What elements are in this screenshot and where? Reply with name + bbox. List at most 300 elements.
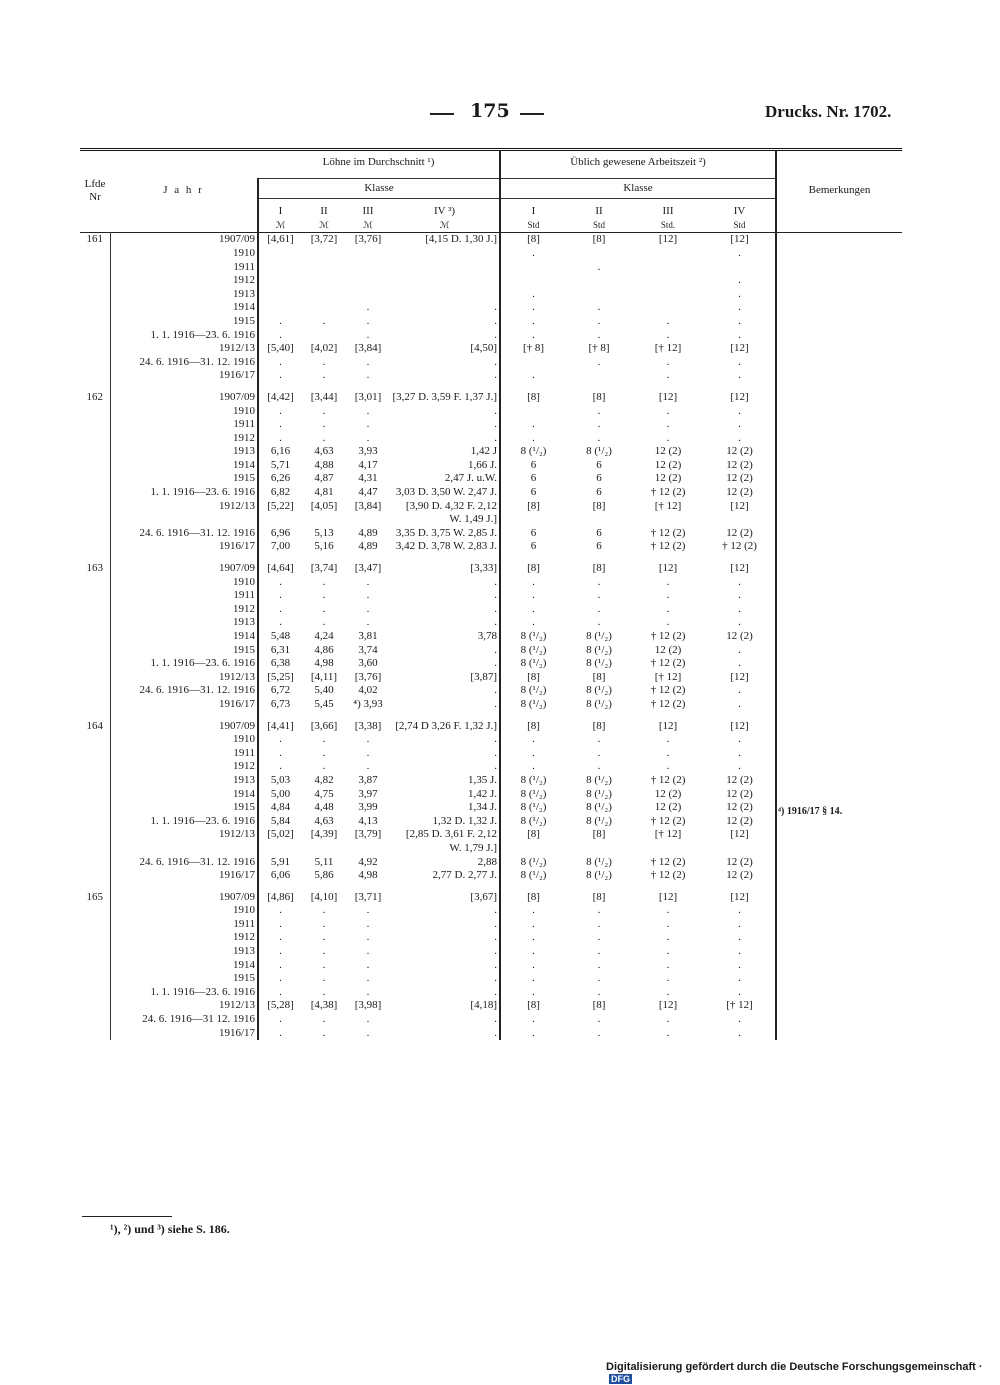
cell-nr: 163 xyxy=(86,562,103,575)
cell-l1: 5,84 xyxy=(258,815,302,829)
table-row xyxy=(80,576,902,590)
cell-a3: . xyxy=(666,958,670,971)
cell-a3: . xyxy=(666,985,670,998)
cell-bemerkungen xyxy=(776,405,902,419)
cell-a4: . xyxy=(738,355,741,368)
cell-a2: 8 (¹/₂) xyxy=(586,814,612,827)
cell-jahr: 1915 xyxy=(110,644,258,658)
cell-nr: 164 xyxy=(86,719,103,732)
cell-jahr: 24. 6. 1916—31. 12. 1916 xyxy=(110,356,258,370)
cell-a4: . xyxy=(738,643,741,656)
cell-a1 xyxy=(500,405,566,419)
cell-l3: 4,92 xyxy=(358,855,378,868)
table-row xyxy=(80,999,902,1013)
cell-a2: 6 xyxy=(596,540,602,553)
cell-a1 xyxy=(500,356,566,370)
cell-bemerkungen xyxy=(776,1013,902,1027)
cell-nr xyxy=(80,657,110,671)
cell-l3: 4,89 xyxy=(358,526,378,539)
cell-a2: 8 (¹/₂) xyxy=(586,643,612,656)
cell-jahr: 24. 6. 1916—31 12. 1916 xyxy=(110,1013,258,1027)
cell-a1: [8] xyxy=(500,671,566,685)
cell-a4: [12] xyxy=(730,828,749,841)
cell-jahr: 1912 xyxy=(110,603,258,617)
cell-nr xyxy=(80,801,110,815)
cell-a2: [8] xyxy=(592,999,606,1012)
cell-l4: . xyxy=(494,697,497,710)
cell-jahr: 1907/09 xyxy=(110,554,258,576)
cell-jahr: 1916/17 xyxy=(110,869,258,883)
cell-bemerkungen xyxy=(776,603,902,617)
cell-a3: † 12 (2) xyxy=(650,657,686,670)
cell-jahr: 1912/13 xyxy=(110,500,258,527)
table-row xyxy=(80,657,902,671)
cell-l2: 5,16 xyxy=(314,540,334,553)
table-row xyxy=(80,945,902,959)
cell-nr xyxy=(80,774,110,788)
klasse-label-1: Klasse xyxy=(258,178,500,199)
cell-a3: [12] xyxy=(658,999,678,1012)
cell-l2: [3,44] xyxy=(310,390,338,403)
cell-l4: 1,35 J. xyxy=(467,773,497,786)
cell-a3: 12 (2) xyxy=(654,458,682,471)
cell-l3: . xyxy=(366,589,370,602)
cell-l1: . xyxy=(258,356,302,370)
cell-l4: . xyxy=(494,301,497,314)
cell-a2: [8] xyxy=(592,233,606,246)
cell-l1: . xyxy=(258,432,302,446)
cell-a2: 8 (¹/₂) xyxy=(586,773,612,786)
cell-l3: 3,99 xyxy=(358,801,378,814)
cell-l1: 6,38 xyxy=(258,657,302,671)
cell-nr xyxy=(80,527,110,541)
cell-l2: 5,13 xyxy=(314,526,334,539)
cell-l3: . xyxy=(366,314,370,327)
cell-l4: . xyxy=(494,904,497,917)
cell-jahr: 1907/09 xyxy=(110,712,258,734)
table-row xyxy=(80,972,902,986)
cell-l1: . xyxy=(258,760,302,774)
cell-l4: . xyxy=(494,418,497,431)
cell-l1: . xyxy=(258,945,302,959)
cell-jahr: 1910 xyxy=(110,733,258,747)
cell-a4: . xyxy=(738,1013,741,1026)
cell-nr xyxy=(80,472,110,486)
az-class-III: III Std. xyxy=(632,199,704,233)
cell-l2: . xyxy=(322,575,326,588)
cell-l3: . xyxy=(366,575,370,588)
cell-a4: [12] xyxy=(730,233,749,246)
cell-jahr: 1. 1. 1916—23. 6. 1916 xyxy=(110,329,258,343)
cell-jahr: 1. 1. 1916—23. 6. 1916 xyxy=(110,986,258,1000)
cell-l3: . xyxy=(366,616,370,629)
class-III: III ℳ xyxy=(346,199,390,233)
cell-l2: 4,86 xyxy=(314,643,334,656)
cell-jahr: 1914 xyxy=(110,959,258,973)
cell-a4: [12] xyxy=(730,342,749,355)
cell-l3: . xyxy=(366,355,370,368)
table-row xyxy=(80,603,902,617)
class-IV: IV ³) ℳ xyxy=(390,199,500,233)
cell-l4: . xyxy=(494,616,497,629)
cell-l3: . xyxy=(366,1013,370,1026)
table-row xyxy=(80,418,902,432)
cell-a4: . xyxy=(738,589,741,602)
cell-a3 xyxy=(632,301,704,315)
cell-l4 xyxy=(390,274,500,288)
cell-bemerkungen xyxy=(776,883,902,905)
cell-nr xyxy=(80,342,110,356)
cell-a3: . xyxy=(666,369,670,382)
cell-jahr: 1912 xyxy=(110,931,258,945)
cell-l3: 3,81 xyxy=(358,630,378,642)
cell-l4: . xyxy=(494,328,497,341)
cell-l1: [4,61] xyxy=(258,233,302,247)
cell-a2: . xyxy=(597,917,601,930)
col-header-jahr: J a h r xyxy=(163,184,204,197)
cell-a1: 8 (¹/₂) xyxy=(500,815,566,829)
cell-l2: . xyxy=(322,746,326,759)
cell-l2: 4,48 xyxy=(314,801,334,814)
cell-l1: . xyxy=(258,747,302,761)
table-row xyxy=(80,527,902,541)
cell-a2: [8] xyxy=(592,828,606,841)
cell-l1 xyxy=(258,274,302,288)
cell-l4: . xyxy=(494,1013,497,1026)
cell-l1: . xyxy=(258,733,302,747)
cell-a4: . xyxy=(738,945,741,958)
cell-nr xyxy=(80,589,110,603)
cell-l4: . xyxy=(494,657,497,670)
cell-l2: [3,74] xyxy=(310,562,338,575)
cell-a4: . xyxy=(738,697,741,710)
table-row xyxy=(80,329,902,343)
cell-a4: . xyxy=(738,931,741,944)
cell-l2: [4,10] xyxy=(310,890,338,903)
cell-a4: . xyxy=(738,917,741,930)
cell-l1: 6,16 xyxy=(258,445,302,459)
cell-nr xyxy=(80,616,110,630)
cell-a2: [8] xyxy=(592,390,606,403)
table-row xyxy=(80,747,902,761)
cell-l4: 2,77 D. 2,77 J. xyxy=(432,869,497,882)
cell-a2: 6 xyxy=(596,472,602,485)
cell-l2: [3,66] xyxy=(310,719,338,732)
cell-l2: . xyxy=(322,904,326,917)
cell-bemerkungen xyxy=(776,459,902,473)
cell-a4: 12 (2) xyxy=(726,526,753,539)
cell-jahr: 1915 xyxy=(110,801,258,815)
cell-a3: . xyxy=(666,431,670,444)
cell-a1: 6 xyxy=(500,486,566,500)
cell-a4: . xyxy=(738,746,741,759)
cell-a1: 6 xyxy=(500,459,566,473)
cell-a4: 12 (2) xyxy=(726,445,753,458)
cell-nr xyxy=(80,760,110,774)
cell-nr xyxy=(80,261,110,275)
cell-l4: [3,87] xyxy=(470,670,497,683)
cell-a2: . xyxy=(597,1013,601,1026)
cell-l2: [4,05] xyxy=(310,499,338,512)
cell-a1: [8] xyxy=(500,554,566,576)
cell-l4: . xyxy=(494,1026,497,1039)
cell-a2: 8 (¹/₂) xyxy=(586,630,612,642)
cell-jahr: 1916/17 xyxy=(110,369,258,383)
credit-text: Digitalisierung gefördert durch die Deutsche Forschungsgemeinschaft · xyxy=(606,1361,983,1373)
cell-nr xyxy=(80,999,110,1013)
cell-a4: . xyxy=(738,314,741,327)
cell-a4: . xyxy=(738,733,741,746)
table-row xyxy=(80,274,902,288)
cell-l4: . xyxy=(494,369,497,382)
cell-nr xyxy=(80,904,110,918)
cell-a2: . xyxy=(597,945,601,958)
cell-l1: [5,40] xyxy=(258,342,302,356)
cell-jahr: 1. 1. 1916—23. 6. 1916 xyxy=(110,657,258,671)
cell-l1: [4,41] xyxy=(258,712,302,734)
cell-l3: . xyxy=(366,328,370,341)
cell-jahr: 1907/09 xyxy=(110,383,258,405)
cell-jahr: 1. 1. 1916—23. 6. 1916 xyxy=(110,815,258,829)
cell-nr xyxy=(80,486,110,500)
cell-l1: [5,25] xyxy=(258,671,302,685)
cell-l2: 4,63 xyxy=(314,814,334,827)
cell-a1: . xyxy=(500,315,566,329)
cell-l2: 4,75 xyxy=(314,787,334,800)
col-header-nr: Lfde Nr xyxy=(84,177,106,204)
cell-a3: † 12 (2) xyxy=(650,697,686,710)
table-row xyxy=(80,288,902,302)
cell-a1: [8] xyxy=(500,712,566,734)
cell-bemerkungen xyxy=(776,369,902,383)
table-row xyxy=(80,432,902,446)
cell-nr xyxy=(80,329,110,343)
cell-bemerkungen xyxy=(776,945,902,959)
cell-nr xyxy=(80,432,110,446)
page-header xyxy=(0,100,1000,130)
cell-bemerkungen xyxy=(776,931,902,945)
cell-l3: 4,89 xyxy=(358,540,378,553)
cell-a3: . xyxy=(666,328,670,341)
cell-a3 xyxy=(632,247,704,261)
cell-a3: [† 12] xyxy=(654,670,682,683)
cell-nr xyxy=(80,540,110,554)
cell-bemerkungen xyxy=(776,918,902,932)
cell-l2: . xyxy=(322,616,326,629)
cell-bemerkungen xyxy=(776,712,902,734)
cell-a3: . xyxy=(666,404,670,417)
cell-l1: 6,82 xyxy=(258,486,302,500)
cell-a3: . xyxy=(666,1013,670,1026)
cell-a1: . xyxy=(500,418,566,432)
cell-a4: . xyxy=(738,904,741,917)
cell-bemerkungen xyxy=(776,432,902,446)
cell-a3: 12 (2) xyxy=(654,643,682,656)
cell-bemerkungen xyxy=(776,959,902,973)
cell-l2: 5,11 xyxy=(314,855,334,868)
cell-jahr: 24. 6. 1916—31. 12. 1916 xyxy=(110,856,258,870)
cell-jahr: 1910 xyxy=(110,247,258,261)
cell-nr xyxy=(80,945,110,959)
cell-l4: . xyxy=(494,733,497,746)
cell-a2: 8 (¹/₂) xyxy=(586,787,612,800)
cell-a2: 8 (¹/₂) xyxy=(586,445,612,458)
table-row xyxy=(80,383,902,405)
cell-a3: † 12 (2) xyxy=(650,869,686,882)
cell-a3: † 12 (2) xyxy=(650,684,686,697)
cell-nr xyxy=(80,405,110,419)
col-header-bemerkungen: Bemerkungen xyxy=(776,150,902,233)
cell-nr xyxy=(80,671,110,685)
cell-bemerkungen xyxy=(776,486,902,500)
cell-l3: . xyxy=(366,985,370,998)
cell-a2: 6 xyxy=(596,486,602,499)
cell-l3: 3,97 xyxy=(358,787,378,800)
cell-jahr: 1915 xyxy=(110,472,258,486)
cell-l4: 1,66 J. xyxy=(467,458,497,471)
cell-l4: 1,42 J. xyxy=(467,787,497,800)
cell-a2: 8 (¹/₂) xyxy=(586,869,612,882)
cell-l1 xyxy=(258,301,302,315)
cell-a1: 8 (¹/₂) xyxy=(500,869,566,883)
cell-a3: . xyxy=(666,355,670,368)
cell-a4: 12 (2) xyxy=(726,472,753,485)
cell-l2: . xyxy=(322,972,326,985)
cell-l1 xyxy=(258,288,302,302)
cell-l3: [3,84] xyxy=(354,499,382,512)
cell-l3: ⁴) 3,93 xyxy=(353,697,383,710)
cell-a2: . xyxy=(597,575,601,588)
cell-a1: . xyxy=(500,576,566,590)
cell-bemerkungen xyxy=(776,972,902,986)
cell-nr: 165 xyxy=(86,890,103,903)
cell-l3: . xyxy=(366,904,370,917)
cell-bemerkungen xyxy=(776,500,902,527)
cell-a3: 12 (2) xyxy=(654,472,682,485)
cell-a1: . xyxy=(500,1013,566,1027)
cell-l2: . xyxy=(322,589,326,602)
cell-a3: . xyxy=(666,616,670,629)
cell-a4: . xyxy=(738,274,741,287)
cell-bemerkungen xyxy=(776,342,902,356)
cell-jahr: 1913 xyxy=(110,445,258,459)
cell-l2: 4,82 xyxy=(314,773,334,786)
cell-l3: [3,98] xyxy=(354,999,382,1012)
cell-nr xyxy=(80,972,110,986)
cell-a2: . xyxy=(597,314,601,327)
cell-a1: . xyxy=(500,747,566,761)
cell-jahr: 1911 xyxy=(110,589,258,603)
cell-a4: † 12 (2) xyxy=(722,540,757,553)
cell-l1 xyxy=(258,261,302,275)
cell-nr xyxy=(80,301,110,315)
cell-a3: . xyxy=(666,746,670,759)
table-row xyxy=(80,356,902,370)
cell-a4: [12] xyxy=(730,562,749,575)
cell-a1 xyxy=(500,274,566,288)
cell-nr xyxy=(80,288,110,302)
cell-l1: [5,28] xyxy=(258,999,302,1013)
cell-a2: . xyxy=(597,904,601,917)
cell-a1: 8 (¹/₂) xyxy=(500,788,566,802)
table-row xyxy=(80,405,902,419)
cell-a2: 8 (¹/₂) xyxy=(586,657,612,670)
cell-l3: [3,76] xyxy=(354,670,382,683)
dfg-logo: DFG xyxy=(611,1374,630,1384)
cell-a4: . xyxy=(738,246,741,259)
cell-a3: † 12 (2) xyxy=(650,773,686,786)
cell-l4: . xyxy=(494,972,497,985)
cell-bemerkungen xyxy=(776,733,902,747)
table-row xyxy=(80,684,902,698)
table-row xyxy=(80,1027,902,1041)
cell-l2: . xyxy=(322,404,326,417)
cell-nr xyxy=(80,630,110,644)
cell-bemerkungen xyxy=(776,698,902,712)
cell-bemerkungen xyxy=(776,999,902,1013)
table-row xyxy=(80,589,902,603)
cell-l1: 5,71 xyxy=(258,459,302,473)
cell-jahr: 24. 6. 1916—31. 12. 1916 xyxy=(110,684,258,698)
cell-l2: 5,45 xyxy=(314,697,334,710)
cell-jahr: 1913 xyxy=(110,774,258,788)
cell-nr xyxy=(80,274,110,288)
cell-a3: . xyxy=(666,904,670,917)
cell-a2: [8] xyxy=(592,890,606,903)
cell-nr xyxy=(80,315,110,329)
cell-l3: . xyxy=(366,404,370,417)
az-class-II: II Std xyxy=(566,199,632,233)
cell-l3: 4,98 xyxy=(358,869,378,882)
cell-l4: 3,35 D. 3,75 W. 2,85 J. xyxy=(395,526,497,539)
cell-a2 xyxy=(566,288,632,302)
header-dash-left xyxy=(430,113,454,115)
cell-a1: . xyxy=(500,959,566,973)
cell-a1: . xyxy=(500,945,566,959)
cell-l4 xyxy=(390,247,500,261)
cell-a4: [† 12] xyxy=(726,999,753,1012)
cell-jahr: 1911 xyxy=(110,747,258,761)
cell-nr xyxy=(80,369,110,383)
cell-l4: . xyxy=(494,575,497,588)
cell-l1: 6,96 xyxy=(258,527,302,541)
cell-a3: † 12 (2) xyxy=(650,855,686,868)
cell-a3: . xyxy=(666,1026,670,1039)
cell-a3: 12 (2) xyxy=(654,801,682,814)
cell-a1: . xyxy=(500,931,566,945)
cell-a4: . xyxy=(738,657,741,670)
table-row xyxy=(80,959,902,973)
cell-l4: . xyxy=(494,746,497,759)
table-row xyxy=(80,760,902,774)
table-row xyxy=(80,869,902,883)
cell-l2: . xyxy=(322,1013,326,1026)
table-row xyxy=(80,630,902,644)
cell-bemerkungen xyxy=(776,589,902,603)
table-row xyxy=(80,315,902,329)
cell-a4: . xyxy=(738,404,741,417)
cell-jahr: 1910 xyxy=(110,576,258,590)
cell-a1: [8] xyxy=(500,383,566,405)
cell-bemerkungen xyxy=(776,644,902,658)
cell-nr xyxy=(80,788,110,802)
cell-l3 xyxy=(346,274,390,288)
cell-a1: . xyxy=(500,972,566,986)
cell-nr xyxy=(80,1013,110,1027)
cell-bemerkungen xyxy=(776,383,902,405)
cell-l2: . xyxy=(322,314,326,327)
cell-jahr: 1. 1. 1916—23. 6. 1916 xyxy=(110,486,258,500)
